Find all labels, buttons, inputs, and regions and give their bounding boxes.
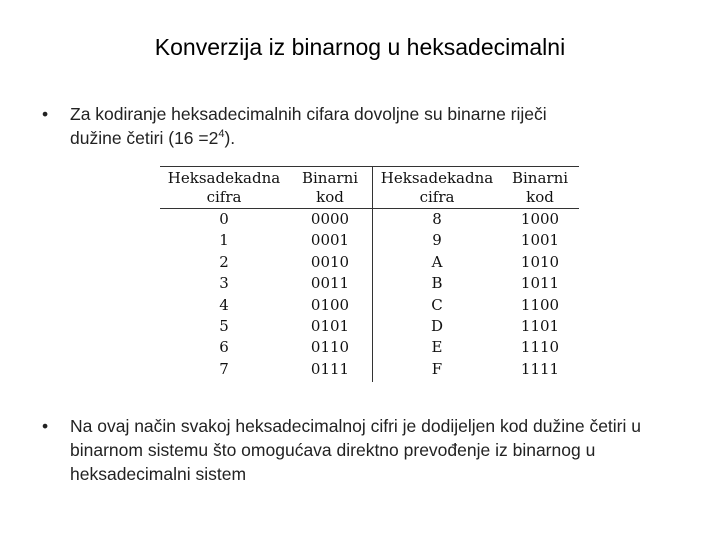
hex-binary-table-container xyxy=(160,166,579,382)
bullet-marker: • xyxy=(42,104,49,124)
header-line: Heksadekadna xyxy=(380,169,494,187)
header-line: Binarni xyxy=(511,169,569,187)
hex-binary-table xyxy=(160,166,579,382)
bullet-point-2 xyxy=(42,414,682,486)
binary-cell: 0001 xyxy=(288,230,373,251)
table-row xyxy=(160,230,579,251)
table-header-row xyxy=(160,167,579,209)
header-line: cifra xyxy=(206,188,242,206)
header-hex-digit-1 xyxy=(160,167,288,209)
bullet-line-2-after: ). xyxy=(224,128,236,148)
hex-cell: A xyxy=(431,252,443,271)
hex-cell: E xyxy=(431,338,443,357)
bullet-line-1: Za kodiranje heksadecimalnih cifara dovoljne su binarne riječi xyxy=(70,104,547,124)
hex-cell: C xyxy=(431,295,443,314)
hex-cell: 5 xyxy=(219,317,229,336)
header-line: Heksadekadna xyxy=(167,169,281,187)
binary-cell: 0111 xyxy=(288,359,373,382)
hex-cell: 6 xyxy=(219,338,229,357)
hex-cell: 0 xyxy=(219,210,229,228)
binary-cell: 1010 xyxy=(520,252,560,271)
slide-title: Konverzija iz binarnog u heksadecimalni xyxy=(154,34,566,60)
bullet-text: Na ovaj način svakoj heksadecimalnoj cifri je dodijeljen kod dužine četiri u binarnom sistemu što omogućava direktno prevođenje iz binarnog u heksadecimalni sistem xyxy=(70,416,641,484)
hex-cell: 7 xyxy=(219,359,229,378)
binary-cell: 0100 xyxy=(288,295,373,316)
table-row xyxy=(160,209,579,231)
binary-cell: 1011 xyxy=(520,274,560,293)
header-line: kod xyxy=(526,188,554,206)
hex-cell: F xyxy=(431,359,443,378)
header-line: kod xyxy=(316,188,344,206)
hex-cell: 1 xyxy=(219,231,229,250)
table-row xyxy=(160,337,579,358)
binary-cell: 1001 xyxy=(520,231,560,250)
hex-cell: 4 xyxy=(219,295,229,314)
table-row xyxy=(160,359,579,382)
table-row xyxy=(160,316,579,337)
binary-cell: 0000 xyxy=(288,209,373,231)
binary-cell: 1100 xyxy=(520,295,560,314)
binary-cell: 1101 xyxy=(520,317,560,336)
binary-cell: 1000 xyxy=(520,210,560,228)
table-row xyxy=(160,295,579,316)
binary-cell: 0101 xyxy=(288,316,373,337)
bullet-marker: • xyxy=(42,416,49,436)
header-binary-code-1 xyxy=(288,167,373,209)
exponent: 4 xyxy=(218,128,225,141)
binary-cell: 1111 xyxy=(520,359,560,378)
hex-cell: 9 xyxy=(432,231,442,250)
header-hex-digit-2 xyxy=(373,167,502,209)
hex-cell: 2 xyxy=(219,252,229,271)
binary-cell: 1110 xyxy=(520,338,560,357)
hex-cell: D xyxy=(430,317,444,336)
hex-cell: 3 xyxy=(219,274,229,293)
hex-cell: 8 xyxy=(432,210,442,228)
bullet-point-1 xyxy=(42,102,682,150)
table-row xyxy=(160,252,579,273)
binary-cell: 0110 xyxy=(288,337,373,358)
bullet-text xyxy=(70,102,682,150)
header-binary-code-2 xyxy=(501,167,579,209)
table-row xyxy=(160,273,579,294)
hex-cell: B xyxy=(431,274,443,293)
binary-cell: 0010 xyxy=(288,252,373,273)
binary-cell: 0011 xyxy=(288,273,373,294)
header-line: cifra xyxy=(419,188,455,206)
bullet-line-2-before: dužine četiri (16 =2 xyxy=(70,128,219,148)
header-line: Binarni xyxy=(301,169,359,187)
